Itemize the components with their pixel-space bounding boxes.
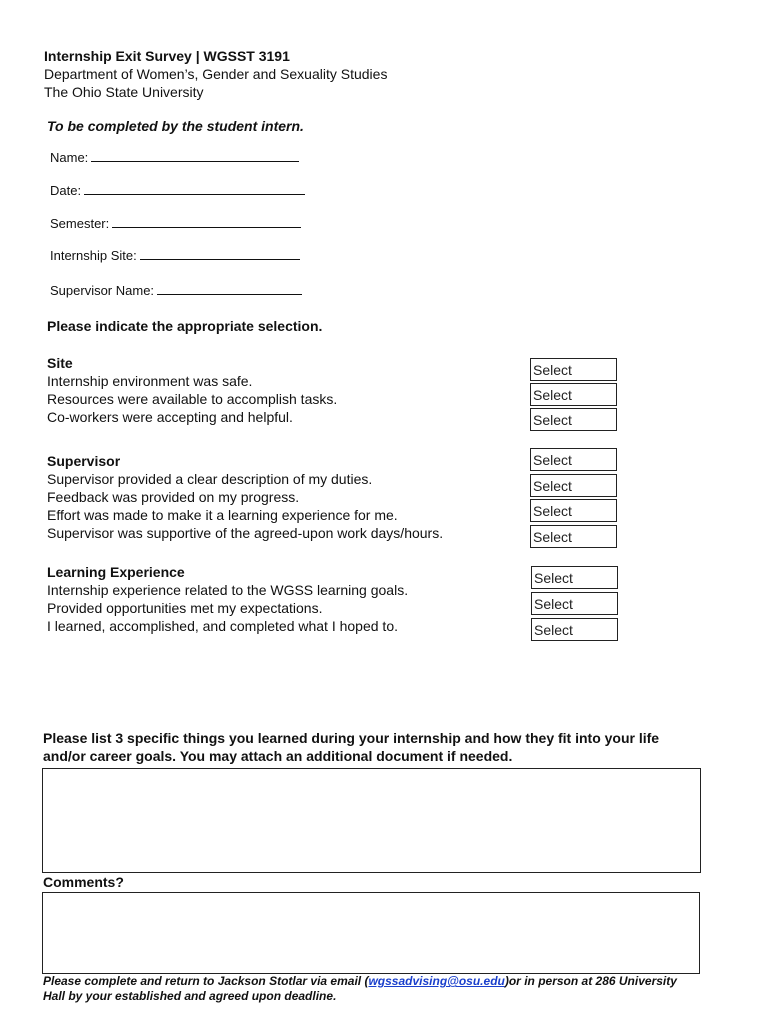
supervisor-select-4[interactable]: Select [530, 525, 617, 548]
comments-textarea[interactable] [42, 892, 700, 974]
list-prompt: Please list 3 specific things you learned during your internship and how they fit into your life and/or career goals. You may attach an additional document if needed. [43, 730, 660, 764]
name-label: Name: [50, 150, 89, 165]
footer-text-before: Please complete and return to Jackson Stotlar via email ( [43, 974, 369, 988]
semester-label: Semester: [50, 216, 110, 231]
date-label: Date: [50, 183, 82, 198]
date-field[interactable] [50, 182, 305, 198]
learning-item: Internship experience related to the WGSS learning goals. [47, 582, 409, 598]
university-name: The Ohio State University [44, 84, 204, 100]
name-input-line[interactable] [91, 149, 299, 162]
comments-label: Comments? [43, 874, 124, 890]
supervisor-item: Supervisor was supportive of the agreed-upon work days/hours. [47, 525, 444, 541]
supervisor-item: Effort was made to make it a learning experience for me. [47, 507, 398, 523]
learning-select-2[interactable]: Select [531, 592, 618, 615]
supervisor-select-2[interactable]: Select [530, 474, 617, 497]
supervisor-select-3[interactable]: Select [530, 499, 617, 522]
site-select-1[interactable]: Select [530, 358, 617, 381]
supervisor-section [47, 452, 443, 542]
supervisor-select-1[interactable]: Select [530, 448, 617, 471]
supervisor-name-field[interactable] [50, 282, 302, 298]
selection-prompt: Please indicate the appropriate selection. [47, 318, 323, 334]
department-name: Department of Women’s, Gender and Sexuality Studies [44, 66, 388, 82]
learning-item: I learned, accomplished, and completed what I hoped to. [47, 618, 398, 634]
semester-input-line[interactable] [112, 215, 301, 228]
email-link[interactable]: wgssadvising@osu.edu [368, 974, 505, 988]
supervisor-item: Supervisor provided a clear description of my duties. [47, 471, 373, 487]
name-field[interactable] [50, 149, 299, 165]
date-input-line[interactable] [84, 182, 305, 195]
learning-select-3[interactable]: Select [531, 618, 618, 641]
supervisor-section-title: Supervisor [47, 453, 121, 469]
learning-section [47, 563, 408, 635]
semester-field[interactable] [50, 215, 301, 231]
form-header [44, 47, 387, 101]
site-select-3[interactable]: Select [530, 408, 617, 431]
supervisor-item: Feedback was provided on my progress. [47, 489, 300, 505]
instruction-text: To be completed by the student intern. [47, 118, 304, 134]
learned-textarea[interactable] [42, 768, 701, 873]
site-select-2[interactable]: Select [530, 383, 617, 406]
internship-site-field[interactable] [50, 247, 300, 263]
footer-text-after: )or in person at 286 University Hall by your established and agreed upon deadline. [43, 974, 677, 1003]
internship-site-label: Internship Site: [50, 248, 137, 263]
footer-instructions [43, 974, 683, 1004]
form-title: Internship Exit Survey | WGSST 3191 [44, 48, 290, 64]
learning-item: Provided opportunities met my expectations. [47, 600, 323, 616]
site-section-title: Site [47, 355, 73, 371]
supervisor-name-label: Supervisor Name: [50, 283, 155, 298]
site-item: Internship environment was safe. [47, 373, 253, 389]
internship-site-input-line[interactable] [140, 247, 300, 260]
site-item: Co-workers were accepting and helpful. [47, 409, 293, 425]
supervisor-name-input-line[interactable] [157, 282, 302, 295]
learning-select-1[interactable]: Select [531, 566, 618, 589]
site-section [47, 354, 337, 426]
learning-section-title: Learning Experience [47, 564, 185, 580]
site-item: Resources were available to accomplish tasks. [47, 391, 338, 407]
